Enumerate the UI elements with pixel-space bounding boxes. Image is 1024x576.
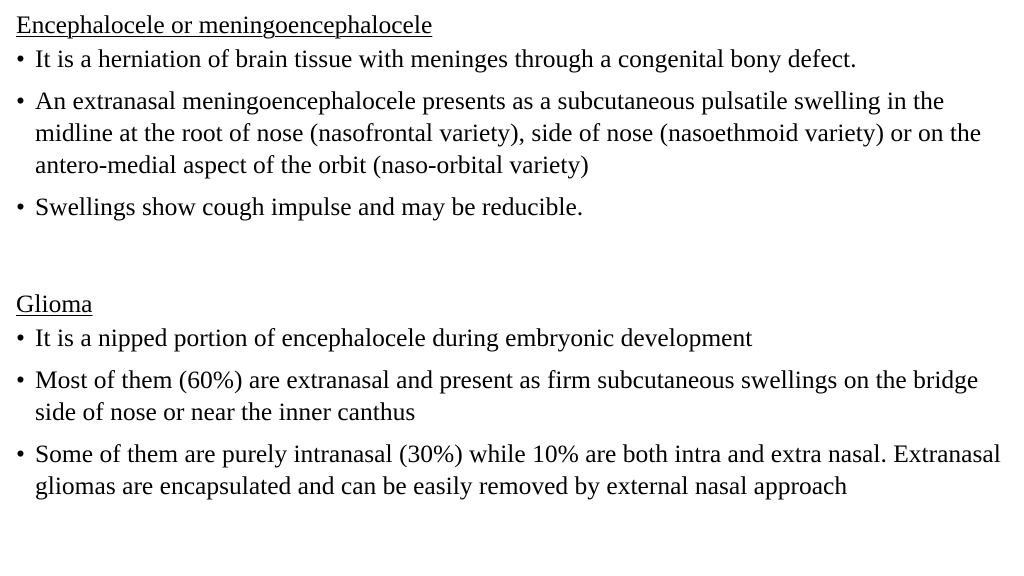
bullet-icon: • [16,323,25,352]
bullet-icon: • [16,86,25,115]
bullet-icon: • [16,192,25,221]
bullet-item [16,438,1022,502]
bullet-icon: • [16,365,25,394]
bullet-list [16,43,1022,223]
bullet-icon: • [16,44,25,73]
section-glioma [16,287,1022,512]
bullet-text: It is a nipped portion of encephalocele during embryonic development [35,323,753,352]
bullet-text: Most of them (60%) are extranasal and present as firm subcutaneous swellings on the bridge side of nose or near the inner canthus [35,365,979,426]
bullet-list [16,322,1022,502]
bullet-text: An extranasal meningoencephalocele presents as a subcutaneous pulsatile swelling in the midline at the root of nose (nasofrontal variety), side of nose (nasoethmoid variety) or on the antero-medial aspect of the orbit (naso-orbital variety) [35,86,982,179]
bullet-text: Swellings show cough impulse and may be reducible. [35,192,584,221]
bullet-icon: • [16,439,25,468]
bullet-text: It is a herniation of brain tissue with meninges through a congenital bony defect. [35,44,857,73]
bullet-item [16,364,1022,428]
bullet-item [16,322,1022,354]
section-heading: Encephalocele or meningoencephalocele [16,10,433,39]
bullet-text: Some of them are purely intranasal (30%) while 10% are both intra and extra nasal. Extranasal gliomas are encapsulated and can be easily removed by external nasal approach [35,439,1001,500]
section-heading: Glioma [16,289,93,318]
bullet-item [16,191,1022,223]
bullet-item [16,85,1022,181]
section-encephalocele [16,8,1022,233]
bullet-item [16,43,1022,75]
